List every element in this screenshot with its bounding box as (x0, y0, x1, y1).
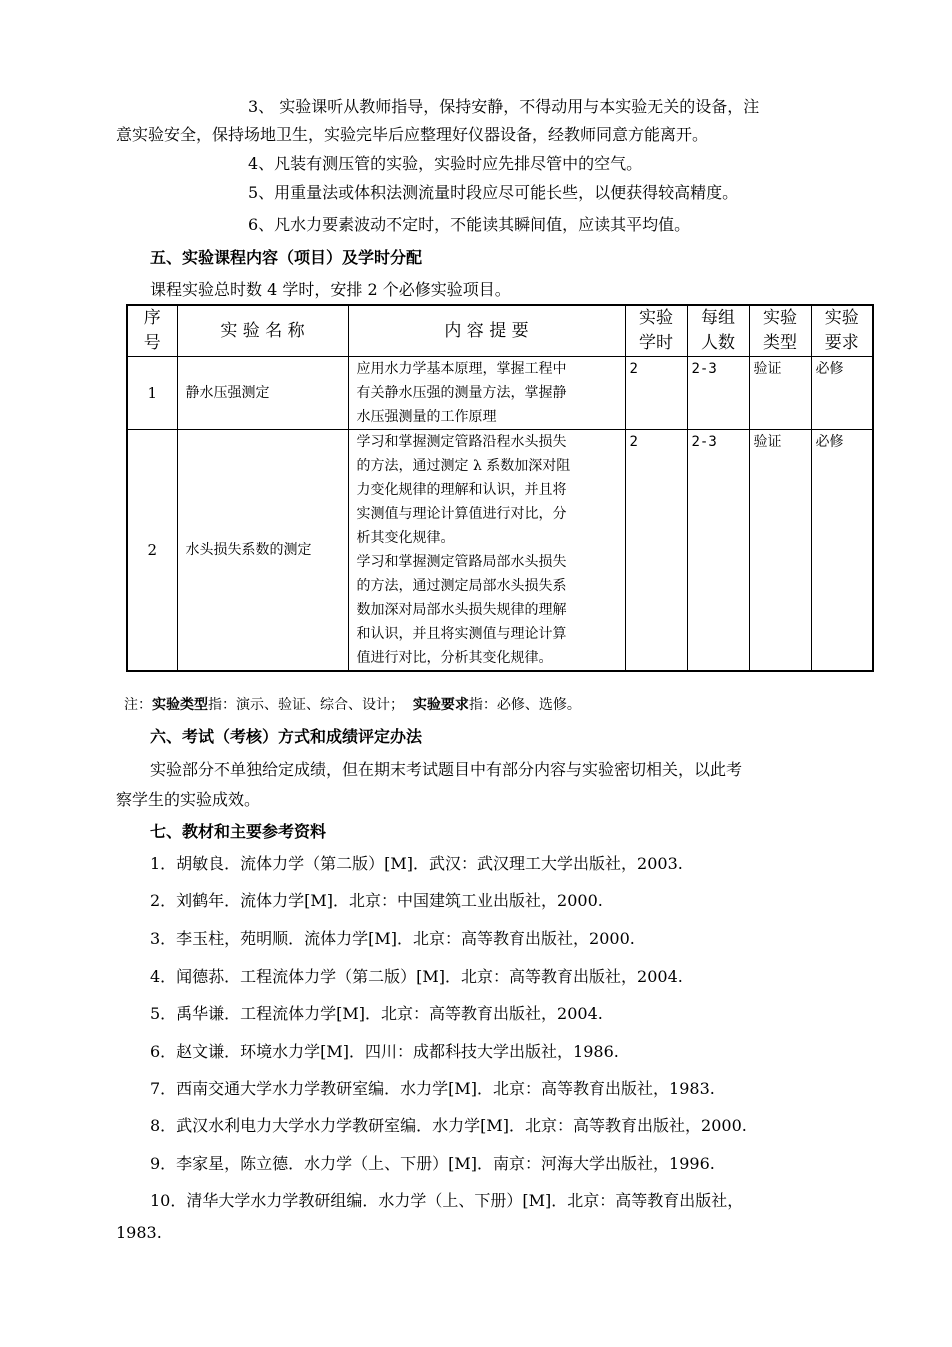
row-hours: 2 (625, 357, 687, 430)
table-row (127, 357, 873, 430)
reference-item: 7．西南交通大学水力学教研室编．水力学[M]．北京：高等教育出版社，1983. (150, 1079, 715, 1098)
reference-item: 6．赵文谦．环境水力学[M]．四川：成都科技大学出版社，1986. (150, 1042, 619, 1061)
row-type: 验证 (749, 430, 811, 672)
header-name: 实 验 名 称 (177, 305, 348, 357)
note-type-text: 指：演示、验证、综合、设计； (208, 697, 404, 713)
rule-3-line1: 3、 实验课听从教师指导，保持安静，不得动用与本实验无关的设备，注 (248, 97, 760, 116)
reference-item: 4．闻德荪．工程流体力学（第二版）[M]．北京：高等教育出版社，2004. (150, 967, 683, 986)
reference-item: 1．胡敏良．流体力学（第二版）[M]．武汉：武汉理工大学出版社，2003. (150, 854, 683, 873)
course-table (126, 304, 874, 672)
row-group: 2-3 (687, 357, 749, 430)
reference-item-10-line2: 1983. (116, 1223, 162, 1242)
table-note (124, 694, 581, 716)
note-req-text: 指：必修、选修。 (468, 697, 581, 713)
reference-item: 5．禹华谦．工程流体力学[M]．北京：高等教育出版社，2004. (150, 1004, 603, 1023)
section-6-line2: 察学生的实验成效。 (116, 790, 261, 809)
rule-4: 4、凡装有测压管的实验，实验时应先排尽管中的空气。 (248, 154, 643, 173)
note-req-label: 实验要求 (412, 697, 469, 713)
row-req: 必修 (811, 430, 873, 672)
note-prefix: 注： (124, 697, 152, 713)
header-seq: 序 号 (127, 305, 177, 357)
header-content: 内 容 提 要 (348, 305, 625, 357)
table-header-row (127, 305, 873, 357)
header-req: 实验 要求 (811, 305, 873, 357)
section-6-title: 六、考试（考核）方式和成绩评定办法 (150, 727, 423, 746)
reference-item: 2．刘鹤年．流体力学[M]．北京：中国建筑工业出版社，2000. (150, 891, 603, 910)
section-5-summary: 课程实验总时数 4 学时，安排 2 个必修实验项目。 (150, 280, 511, 299)
table-row (127, 430, 873, 672)
row-content: 学习和掌握测定管路沿程水头损失 的方法，通过测定 λ 系数加深对阻 力变化规律的理解和认识，并且将 实测值与理论计算值进行对比，分 析其变化规律。 学习和掌握测定管路局部水头损失 的方法，通过测定局部水头损失系 数加深对局部水头损失规律的理解 和认识，并且将实测值与理论计算 值进行对比，分析其变化规律。 (348, 430, 625, 672)
row-hours: 2 (625, 430, 687, 672)
row-name: 水头损失系数的测定 (177, 430, 348, 672)
row-req: 必修 (811, 357, 873, 430)
reference-item-10-line1: 10．清华大学水力学教研组编．水力学（上、下册）[M]．北京：高等教育出版社， (150, 1191, 744, 1210)
row-content: 应用水力学基本原理，掌握工程中 有关静水压强的测量方法，掌握静 水压强测量的工作原理 (348, 357, 625, 430)
row-seq: 1 (127, 357, 177, 430)
rule-6: 6、凡水力要素波动不定时，不能读其瞬间值，应读其平均值。 (248, 215, 691, 234)
section-6-line1: 实验部分不单独给定成绩，但在期末考试题目中有部分内容与实验密切相关，以此考 (150, 760, 743, 779)
row-seq: 2 (127, 430, 177, 672)
section-7-title: 七、教材和主要参考资料 (150, 822, 327, 841)
row-name: 静水压强测定 (177, 357, 348, 430)
row-type: 验证 (749, 357, 811, 430)
reference-item: 9．李家星，陈立德．水力学（上、下册）[M]．南京：河海大学出版社，1996. (150, 1154, 715, 1173)
note-type-label: 实验类型 (152, 697, 208, 713)
header-hours: 实验 学时 (625, 305, 687, 357)
header-group: 每组 人数 (687, 305, 749, 357)
section-5-title: 五、实验课程内容（项目）及学时分配 (150, 248, 423, 267)
rule-5: 5、用重量法或体积法测流量时段应尽可能长些，以便获得较高精度。 (248, 183, 739, 202)
reference-item: 8．武汉水利电力大学水力学教研室编．水力学[M]．北京：高等教育出版社，2000. (150, 1116, 747, 1135)
reference-item: 3．李玉柱，苑明顺．流体力学[M]．北京：高等教育出版社，2000. (150, 929, 635, 948)
header-type: 实验 类型 (749, 305, 811, 357)
row-group: 2-3 (687, 430, 749, 672)
rule-3-line2: 意实验安全，保持场地卫生，实验完毕后应整理好仪器设备，经教师同意方能离开。 (116, 125, 709, 144)
